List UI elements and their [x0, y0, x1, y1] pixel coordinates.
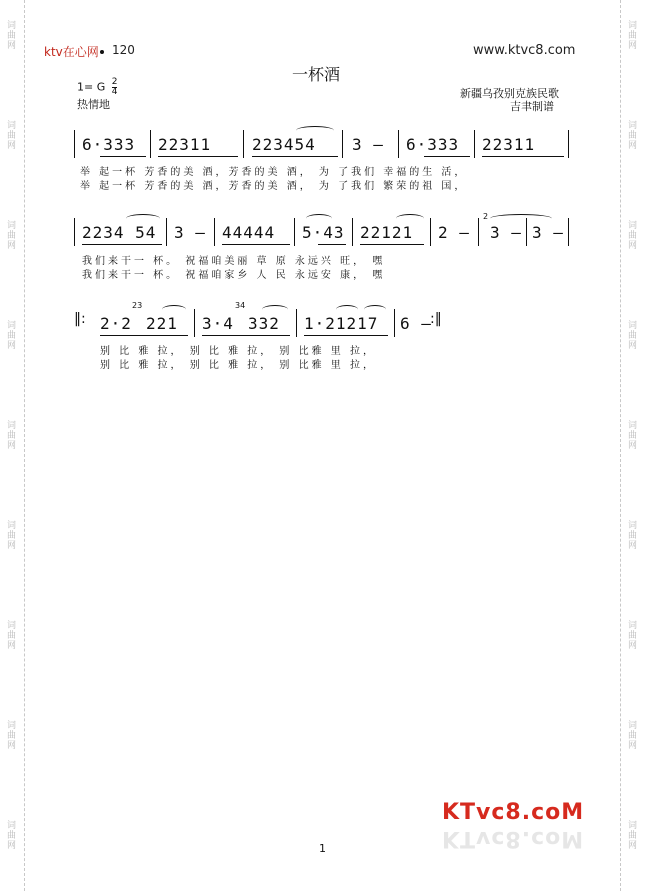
- watermark-text: 词曲网: [5, 20, 15, 50]
- underline-beam: [424, 156, 470, 157]
- right-margin-strip: [620, 0, 645, 891]
- watermark-text: 词曲网: [5, 320, 15, 350]
- site-logo-reflection: KTvc8.coM: [442, 826, 585, 851]
- underline-beam: [100, 156, 146, 157]
- barline: [474, 130, 475, 158]
- measure-notes: 3 —: [532, 223, 564, 242]
- lyric-verse-2: 别 比 雅 拉， 别 比 雅 拉， 别 比雅 里 拉，: [100, 360, 376, 371]
- watermark-text: 词曲网: [5, 620, 15, 650]
- watermark-text: 词曲网: [5, 220, 15, 250]
- grace-note: 23: [132, 301, 143, 310]
- underline-beam: [318, 244, 346, 245]
- barline: [568, 130, 569, 158]
- measure-notes: 1·21217: [304, 314, 379, 333]
- barline: [430, 218, 431, 246]
- measure-notes: 22121: [360, 223, 414, 242]
- underline-beam: [202, 335, 290, 336]
- expression-marking: 热情地: [77, 98, 110, 111]
- barline: [342, 130, 343, 158]
- barline: [394, 309, 395, 337]
- logo-text: KTvc8.coM: [442, 800, 585, 825]
- barline: [74, 130, 75, 158]
- watermark-text: 词曲网: [626, 520, 636, 550]
- watermark-text: 词曲网: [626, 620, 636, 650]
- slur: [296, 126, 334, 135]
- measure-notes: 22311: [158, 135, 212, 154]
- lyric-verse-2: 举 起一杯 芳香的美 酒，芳香的美 酒， 为 了我们 繁荣的祖 国，: [80, 181, 468, 192]
- watermark-text: 词曲网: [5, 520, 15, 550]
- site-logo: [442, 800, 584, 825]
- slur: [126, 214, 160, 223]
- barline: [150, 130, 151, 158]
- barline: [294, 218, 295, 246]
- lyric-verse-1: 举 起一杯 芳香的美 酒，芳香的美 酒， 为 了我们 幸福的生 活，: [80, 167, 468, 178]
- barline: [166, 218, 167, 246]
- slur: [306, 214, 332, 223]
- measure-notes: 6·333: [406, 135, 460, 154]
- grace-note: 34: [235, 301, 246, 310]
- measure-notes: 6 —: [400, 314, 432, 333]
- key-signature: 1= G $\frac{2}{4}$: [77, 77, 118, 97]
- barline: [74, 218, 75, 246]
- measure-notes: 2 —: [438, 223, 470, 242]
- underline-beam: [100, 335, 188, 336]
- tie: [490, 214, 552, 223]
- barline: [296, 309, 297, 337]
- underline-beam: [482, 156, 564, 157]
- slur: [336, 305, 358, 314]
- watermark-text: 词曲网: [5, 120, 15, 150]
- watermark-text: 词曲网: [626, 120, 636, 150]
- barline: [352, 218, 353, 246]
- note-dot-icon: [100, 50, 104, 54]
- measure-notes: 3·4: [202, 314, 234, 333]
- underline-beam: [304, 335, 388, 336]
- watermark-text: 词曲网: [626, 720, 636, 750]
- page-number: 1: [319, 842, 326, 855]
- measure-notes: 221: [146, 314, 178, 333]
- measure-notes: 332: [248, 314, 280, 333]
- watermark-text: 词曲网: [626, 220, 636, 250]
- barline: [243, 130, 244, 158]
- underline-beam: [82, 244, 162, 245]
- watermark-text: 词曲网: [626, 420, 636, 450]
- underline-beam: [158, 156, 238, 157]
- measure-notes: 2234 54: [82, 223, 157, 242]
- watermark-text: 词曲网: [626, 320, 636, 350]
- barline: [194, 309, 195, 337]
- arranger-credit: 吉聿制谱: [510, 100, 554, 113]
- lyric-verse-2: 我们来干一 杯。 祝福咱家乡 人 民 永远安 康， 嘿: [82, 270, 386, 281]
- slur: [162, 305, 186, 314]
- underline-beam: [360, 244, 424, 245]
- song-origin: 新疆乌孜别克族民歌: [460, 87, 559, 100]
- barline: [568, 218, 569, 246]
- repeat-end-sign: :‖: [430, 311, 442, 327]
- measure-notes: 5·43: [302, 223, 345, 242]
- barline: [214, 218, 215, 246]
- time-signature: $\frac{2}{4}$: [111, 77, 118, 97]
- barline: [478, 218, 479, 246]
- underline-beam: [222, 244, 290, 245]
- song-title: 一杯酒: [292, 65, 341, 84]
- measure-notes: 3 —: [352, 135, 384, 154]
- measure-notes: 22311: [482, 135, 536, 154]
- watermark-text: 词曲网: [5, 720, 15, 750]
- barline: [526, 218, 527, 246]
- measure-notes: 6·333: [82, 135, 136, 154]
- watermark-text: 词曲网: [626, 820, 636, 850]
- measure-notes: 2·2: [100, 314, 132, 333]
- barline: [398, 130, 399, 158]
- underline-beam: [252, 156, 338, 157]
- grace-note: 2: [483, 212, 489, 221]
- watermark-text: 词曲网: [626, 20, 636, 50]
- watermark-text: 词曲网: [5, 820, 15, 850]
- watermark-text: 词曲网: [5, 420, 15, 450]
- lyric-verse-1: 我们来干一 杯。 祝福咱美丽 草 原 永远兴 旺， 嘿: [82, 256, 386, 267]
- slur: [396, 214, 424, 223]
- measure-notes: 223454: [252, 135, 316, 154]
- tempo-marking: 120: [112, 43, 135, 57]
- measure-notes: 3 —: [174, 223, 206, 242]
- lyric-verse-1: 别 比 雅 拉， 别 比 雅 拉， 别 比雅 里 拉，: [100, 346, 376, 357]
- slur: [262, 305, 288, 314]
- slur: [364, 305, 386, 314]
- measure-notes: 3 —: [490, 223, 522, 242]
- left-margin-strip: [0, 0, 25, 891]
- site-url: www.ktvc8.com: [473, 43, 576, 58]
- measure-notes: 44444: [222, 223, 276, 242]
- site-watermark-top: ktv在心网: [44, 43, 105, 60]
- repeat-start-sign: ‖:: [74, 311, 86, 327]
